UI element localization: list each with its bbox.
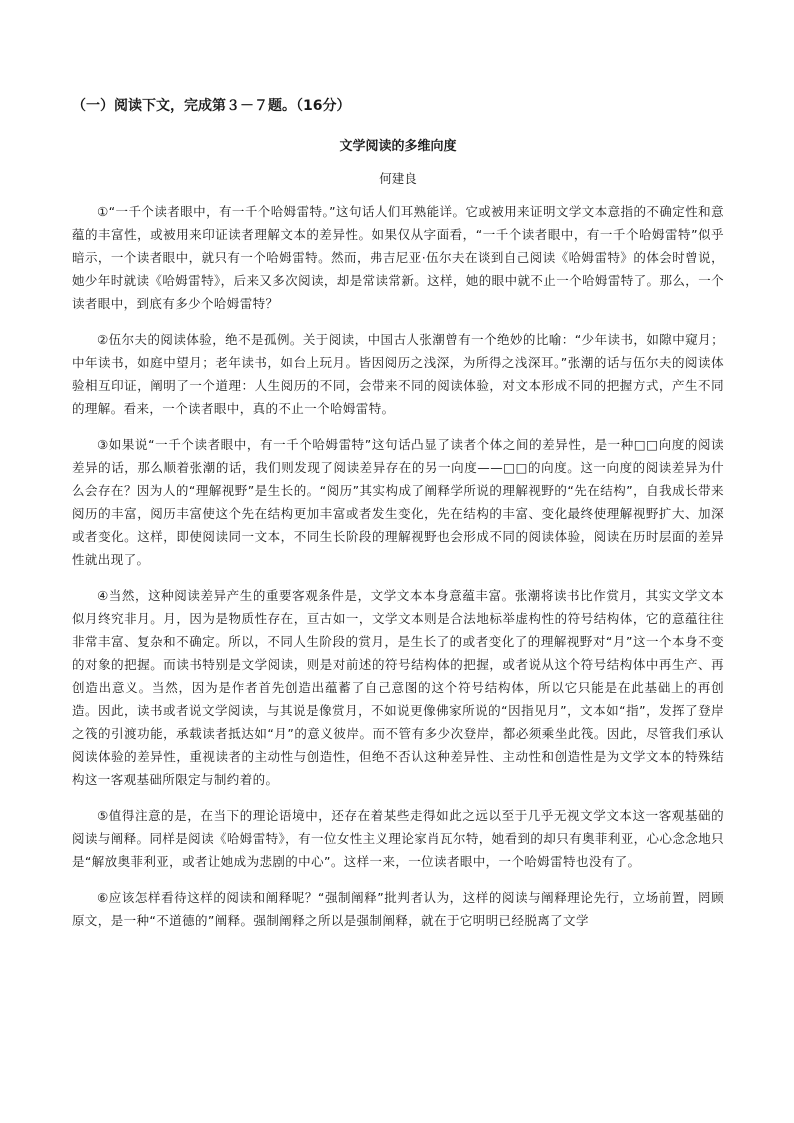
article-author: 何建良 — [379, 171, 417, 186]
article-title: 文学阅读的多维向度 — [339, 139, 457, 154]
document-page — [72, 96, 724, 945]
paragraph-6: ⑥应该怎样看待这样的阅读和阐释呢？“强制阐释”批判者认为，这样的阅读与阐释理论先行，立场前置，罔顾原文，是一种“不道德的”阐释。强制阐释之所以是强制阐释，就在于它明明已经脱离了文学 — [72, 890, 724, 928]
paragraph-2: ②伍尔夫的阅读体验，绝不是孤例。关于阅读，中国古人张潮曾有一个绝妙的比喻：“少年读书，如隙中窥月；中年读书，如庭中望月；老年读书，如台上玩月。皆因阅历之浅深，为所得之浅深耳。”张潮的话与伍尔夫的阅读体验相互印证，阐明了一个道理：人生阅历的不同，会带来不同的阅读体验，对文本形成不同的把握方式，产生不同的理解。看来，一个读者眼中，真的不止一个哈姆雷特。 — [72, 332, 724, 416]
section-heading: （一）阅读下文，完成第３－７题。（16分） — [72, 98, 351, 114]
paragraph-5: ⑤值得注意的是，在当下的理论语境中，还存在着某些走得如此之远以至于几乎无视文学文本这一客观基础的阅读与阐释。同样是阅读《哈姆雷特》，有一位女性主义理论家肖瓦尔特，她看到的却只有奥菲利亚，心心念念地只是“解放奥菲利亚，或者让她成为悲剧的中心”。这样一来，一位读者眼中，一个哈姆雷特也没有了。 — [72, 808, 724, 869]
paragraph-4: ④当然，这种阅读差异产生的重要客观条件是，文学文本本身意蕴丰富。张潮将读书比作赏月，其实文学文本似月终究非月。月，因为是物质性存在，亘古如一，文学文本则是合法地标举虚构性的符号结构体，它的意蕴往往非常丰富、复杂和不确定。所以，不同人生阶段的赏月，是生长了的或者变化了的理解视野对“月”这一个本身不变的对象的把握。而读书特别是文学阅读，则是对前述的符号结构体的把握，或者说从这个符号结构体中再生产、再创造出意义。当然，因为是作者首先创造出蕴蓄了自己意图的这个符号结构体，所以它只能是在此基础上的再创造。因此，读书或者说文学阅读，与其说是像赏月，不如说更像佛家所说的“因指见月”，文本如“指”，发挥了登岸之筏的引渡功能，承载读者抵达如“月”的意义彼岸。而不管有多少次登岸，都必须乘坐此筏。因此，尽管我们承认阅读体验的差异性，重视读者的主动性与创造性，但绝不否认这种差异性、主动性和创造性是为文学文本的特殊结构这一客观基础所限定与制约着的。 — [72, 588, 724, 787]
paragraph-1: ①“一千个读者眼中，有一千个哈姆雷特。”这句话人们耳熟能详。它或被用来证明文学文本意指的不确定性和意蕴的丰富性，或被用来印证读者理解文本的差异性。如果仅从字面看，“一千个读者眼中，有一千个哈姆雷特”似乎暗示，一个读者眼中，就只有一个哈姆雷特。然而，弗吉尼亚·伍尔夫在谈到自己阅读《哈姆雷特》的体会时曾说，她少年时就读《哈姆雷特》，后来又多次阅读，却是常读常新。这样，她的眼中就不止一个哈姆雷特了。那么，一个读者眼中，到底有多少个哈姆雷特？ — [72, 204, 724, 311]
paragraph-3: ③如果说“一千个读者眼中，有一千个哈姆雷特”这句话凸显了读者个体之间的差异性，是一种□□向度的阅读差异的话，那么顺着张潮的话，我们则发现了阅读差异存在的另一向度——□□的向度。这一向度的阅读差异为什么会存在？因为人的“理解视野”是生长的。“阅历”其实构成了阐释学所说的理解视野的“先在结构”，自我成长带来阅历的丰富，阅历丰富使这个先在结构更加丰富或者发生变化，先在结构的丰富、变化最终使理解视野扩大、加深或者变化。这样，即使阅读同一文本，不同生长阶段的理解视野也会形成不同的阅读体验，阅读在历时层面的差异性就出现了。 — [72, 437, 724, 567]
